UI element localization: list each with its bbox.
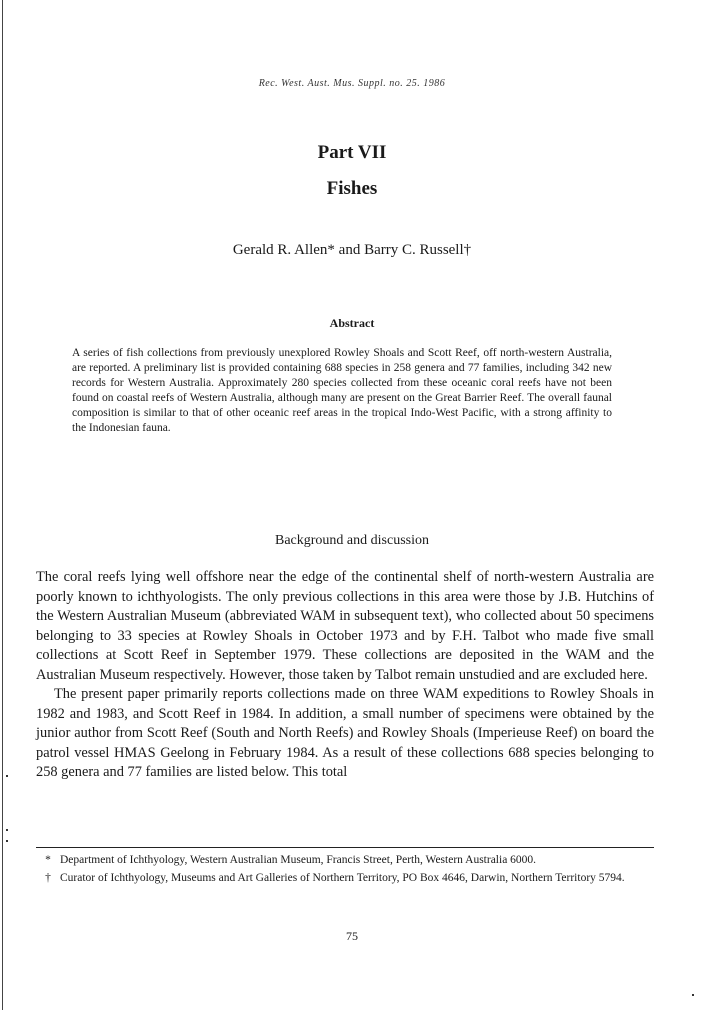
footnote-divider bbox=[36, 847, 654, 848]
footnote-mark: * bbox=[45, 854, 51, 866]
footnotes bbox=[36, 853, 654, 888]
body-paragraph: The present paper primarily reports collections made on three WAM expeditions to Rowley Shoals in 1982 and 1983, and Scott Reef in 1984. In addition, a small number of specimens were obtained by the junior author from Scott Reef (South and North Reefs) and Rowley Shoals (Imperieuse Reef) on board the patrol vessel HMAS Geelong in February 1984. As a result of these collections 688 species belonging to 258 genera and 77 families are listed below. This total bbox=[36, 686, 654, 780]
abstract-text: A series of fish collections from previously unexplored Rowley Shoals and Scott Reef, off north-western Australia, are reported. A preliminary list is provided containing 688 species in 258 genera and 77 families, including 342 new records for Western Australia. Approximately 280 species collected from these oceanic coral reefs have not been found on coastal reefs of Western Australia, although many are present on the Great Barrier Reef. The overall faunal composition is similar to that of other oceanic reef areas in the tropical Indo-West Pacific, with a strong affinity to the Indonesian fauna. bbox=[72, 347, 612, 434]
section-title: Fishes bbox=[326, 178, 378, 199]
body-text bbox=[36, 568, 654, 783]
abstract-heading: Abstract bbox=[329, 316, 375, 330]
footnote-text: Curator of Ichthyology, Museums and Art Galleries of Northern Territory, PO Box 4646, Darwin, Northern Territory 5794. bbox=[60, 871, 625, 884]
footnote bbox=[36, 853, 654, 868]
journal-reference: Rec. West. Aust. Mus. Suppl. no. 25. 1986 bbox=[258, 78, 446, 89]
footnote bbox=[36, 871, 654, 886]
background-heading: Background and discussion bbox=[275, 533, 429, 548]
body-paragraph: The coral reefs lying well offshore near the edge of the continental shelf of north-western Australia are poorly known to ichthyologists. The only previous collections in this area were those by J.B. Hutchins of the Western Australian Museum (abbreviated WAM in subsequent text), who collected about 50 specimens belonging to 33 species at Rowley Shoals in October 1973 and by F.H. Talbot who made five small collections at Scott Reef in September 1979. These collections are deposited in the WAM and the Australian Museum respectively. However, those taken by Talbot remain unstudied and are excluded here. bbox=[36, 569, 654, 683]
page-number: 75 bbox=[346, 929, 358, 943]
part-title: Part VII bbox=[317, 142, 387, 163]
authors-line: Gerald R. Allen* and Barry C. Russell† bbox=[232, 242, 472, 258]
footnote-mark: † bbox=[45, 871, 51, 884]
footnote-text: Department of Ichthyology, Western Australian Museum, Francis Street, Perth, Western Australia 6000. bbox=[60, 854, 537, 866]
